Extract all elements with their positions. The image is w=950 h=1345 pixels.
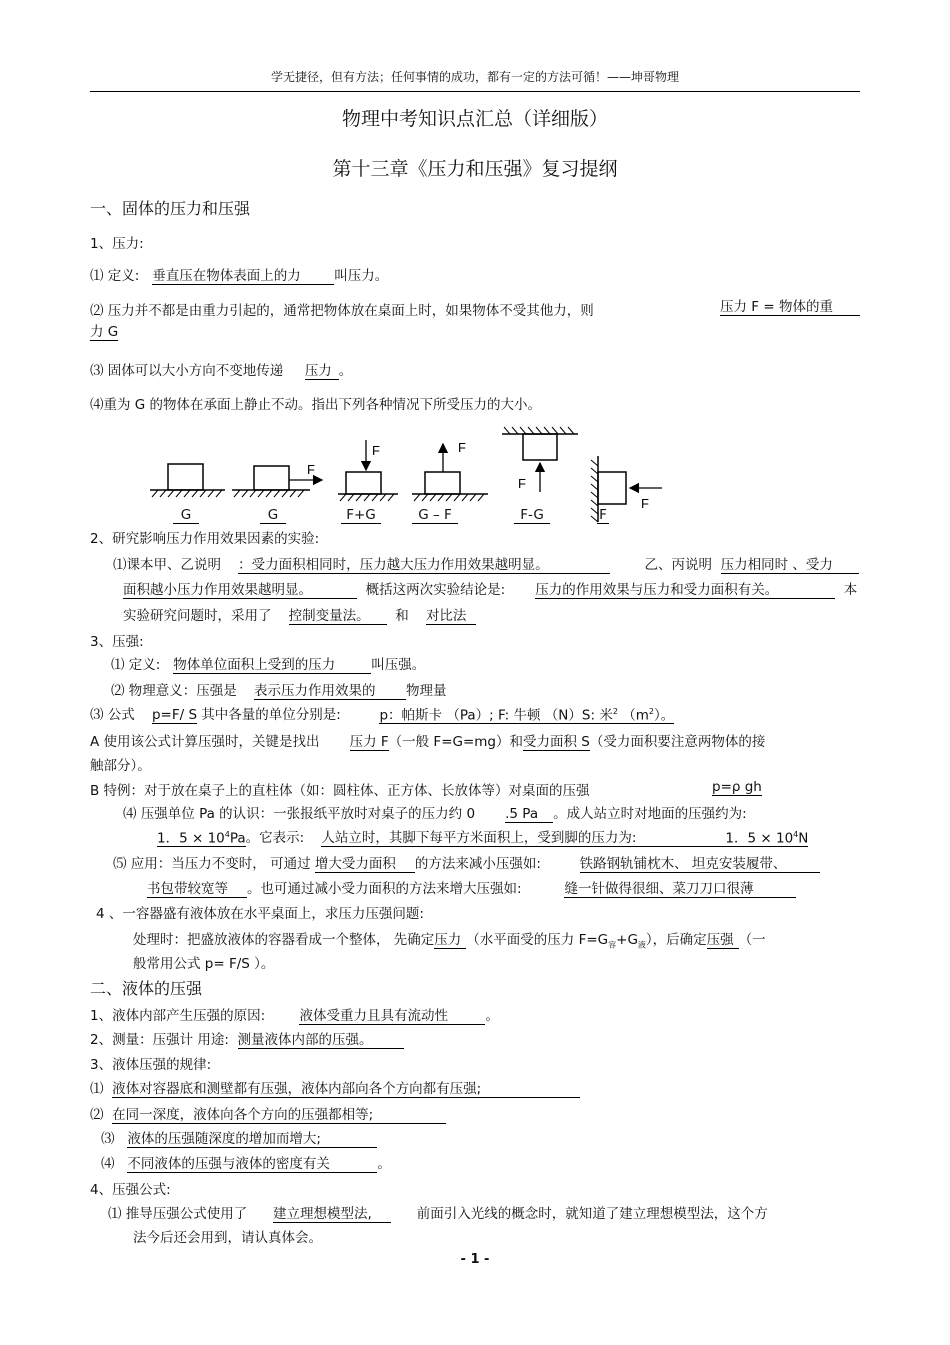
liquid-item-4: 4、压强公式: [90,1182,171,1198]
item-A: A 使用该公式计算压强时，关键是找出 压力 F（一般 F=G=mg）和受力面积 S（受力面积要注意两物体的接 [90,734,766,750]
item-1-2-cont: 力 G [90,324,119,340]
liquid-rule-2: ⑵ 在同一深度，液体向各个方向的压强都相等; [90,1103,446,1124]
item-3-3: ⑶ 公式 p=F/ S 其中各量的单位分别是: p：帕斯卡 （Pa）; F: 牛顿 （N）S: 米$^2$ $(m^2)$。 [90,703,674,724]
liquid-item-3: 3、液体压强的规律: [90,1057,212,1073]
item-1-2: ⑵ 压力并不都是由重力引起的，通常把物体放在桌面上时，如果物体不受其他力，则 [90,303,594,319]
case-1-block-on-ground [150,464,225,497]
item-4-process-cont: 般常用公式 p= F/S ）。 [133,956,275,972]
item-1-1: ⑴ 定义: 垂直压在物体表面上的力 叫压力。 [90,268,389,284]
answer-case-3: F+G [341,507,381,524]
item-3-2: ⑵ 物理意义：压强是 表示压力作用效果的 物理量 [111,683,447,699]
answer-case-2: G [260,507,286,524]
liquid-rule-4: ⑷ 不同液体的压强与液体的密度有关 。 [101,1156,391,1172]
item-A-cont: 触部分）。 [90,758,151,774]
force-label: F [307,462,315,477]
section-2-heading: 二、液体的压强 [90,979,203,998]
item-3: 3、压强: [90,634,144,650]
item-3-5: ⑸ 应用：当压力不变时， 可通过 增大受力面积 的方法来减小压强如: 铁路钢轨铺枕木、 坦克安装履带、 [113,852,820,873]
item-3-4-cont: 1．$5 \times 10^4Pa$。它表示: 人站立时，其脚下每平方米面积上，受到脚的压力为: 1．$5 \times 10^4N$ [157,826,808,847]
page-header: 学无捷径，但有方法；任何事情的成功，都有一定的方法可循！——坤哥物理 [270,70,679,84]
item-B: B 特例：对于放在桌子上的直柱体（如：圆柱体、正方体、长放体等）对桌面的压强 [90,783,590,799]
answer-case-4: G – F [412,507,458,524]
answer-case-6: F [597,507,609,524]
item-1-2-answer: 压力 F = 物体的重 [720,299,860,316]
case-4-block-pull-up [412,440,488,501]
answer-case-1: G [173,507,199,524]
item-4: 4 、一容器盛有液体放在水平桌面上，求压力压强问题: [96,906,424,922]
force-label: F [372,443,380,458]
liquid-item-2: 2、测量：压强计 用途: 测量液体内部的压强。 [90,1028,404,1049]
item-1-3: ⑶ 固体可以大小方向不变地传递 压力 。 [90,363,353,379]
doc-title: 物理中考知识点汇总（详细版） [341,108,608,130]
item-B-answer: p=ρ gh [712,779,762,795]
item-2-line-2: 面积越小压力作用效果越明显。 概括这两次实验结论是: 压力的作用效果与压力和受力面积有关。 本 [123,582,858,598]
item-2: 2、研究影响压力作用效果因素的实验: [90,531,320,547]
liquid-item-4-1-cont: 法今后还会用到，请认真体会。 [133,1230,322,1246]
liquid-rule-1: ⑴ 液体对容器底和测壁都有压强，液体内部向各个方向都有压强; [90,1077,580,1098]
case-5-block-pushed-to-ceiling [502,427,578,492]
item-2-line-3: 实验研究问题时，采用了 控制变量法。 和 对比法 [123,604,476,625]
header-rule [90,91,860,92]
force-label: F [641,496,649,511]
force-label: F [458,440,466,455]
liquid-item-1: 1、液体内部产生压强的原因: 液体受重力且具有流动性 。 [90,1008,499,1024]
item-1-4: ⑷重为 G 的物体在承面上静止不动。指出下列各种情况下所受压力的大小。 [90,397,542,413]
section-1-heading: 一、固体的压力和压强 [90,199,251,218]
item-3-1: ⑴ 定义: 物体单位面积上受到的压力 叫压强。 [111,657,426,673]
item-3-5-cont: 书包带较宽等 。也可通过减小受力面积的方法来增大压强如: 缝一针做得很细、菜刀刀口很薄 [147,877,796,898]
item-3-4: ⑷ 压强单位 Pa 的认识：一张报纸平放时对桌子的压力约 0 .5 Pa 。成人站立时对地面的压强约为: [123,806,747,822]
chapter-title: 第十三章《压力和压强》复习提纲 [332,158,618,180]
liquid-item-4-1: ⑴ 推导压强公式使用了 建立理想模型法, 前面引入光线的概念时，就知道了建立理想模型法，这个方 [108,1206,768,1222]
case-2-block-horizontal-force [232,462,322,497]
item-1: 1、压力: [90,236,144,252]
liquid-rule-3: ⑶ 液体的压强随深度的增加而增大; [101,1127,377,1148]
case-3-block-push-down [338,440,398,501]
item-2-line-1: ⑴课本甲、乙说明 ：受力面积相同时，压力越大压力作用效果越明显。 乙、丙说明 压力相同时 、受力 [113,553,859,574]
item-4-process: 处理时：把盛放液体的容器看成一个整体， 先确定压力 （水平面受的压力 $F=G_容+G_液$），后确定压强 （一 [133,932,766,950]
answer-case-5: F-G [514,507,550,524]
force-label: F [518,476,526,491]
page-number: - 1 - [460,1252,490,1267]
